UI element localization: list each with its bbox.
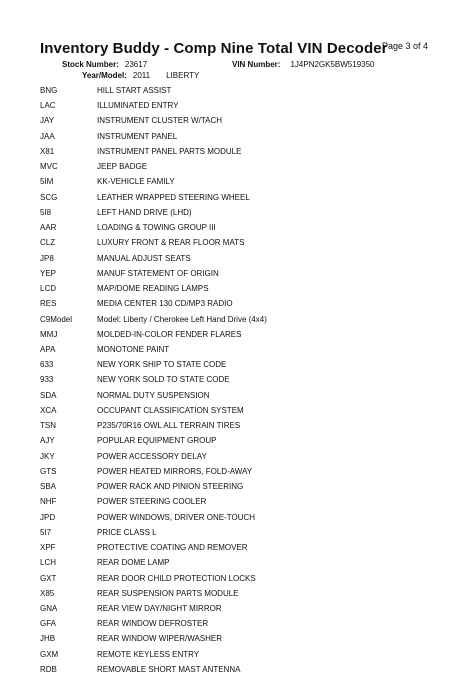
- option-row: [40, 388, 440, 403]
- option-row: [40, 266, 440, 281]
- option-description: REAR WINDOW DEFROSTER: [97, 619, 209, 629]
- option-code: JAA: [40, 131, 55, 141]
- option-description: POWER ACCESSORY DELAY: [97, 451, 207, 461]
- vin-number-value: 1J4PN2GK5BW519350: [290, 60, 375, 69]
- option-row: [40, 647, 440, 662]
- option-row: [40, 327, 440, 342]
- option-code: 5I8: [40, 207, 52, 217]
- option-description: REMOTE KEYLESS ENTRY: [97, 649, 200, 659]
- option-description: Model: Liberty / Cherokee Left Hand Drive (4x4): [97, 314, 267, 324]
- option-description: REAR DOOR CHILD PROTECTION LOCKS: [97, 573, 256, 583]
- option-description: OCCUPANT CLASSIFICATION SYSTEM: [97, 405, 244, 415]
- page-number: Page 3 of 4: [382, 41, 429, 51]
- option-row: [40, 449, 440, 464]
- option-code: X81: [40, 146, 55, 156]
- option-description: LEFT HAND DRIVE (LHD): [97, 207, 192, 217]
- option-row: [40, 190, 440, 205]
- option-code: SCG: [40, 192, 58, 202]
- option-description: MANUF STATEMENT OF ORIGIN: [97, 268, 219, 278]
- option-description: ILLUMINATED ENTRY: [97, 101, 179, 111]
- stock-number-value: 23617: [124, 60, 148, 69]
- option-description: MAP/DOME READING LAMPS: [97, 284, 209, 294]
- option-code: SBA: [40, 482, 57, 492]
- option-description: INSTRUMENT PANEL: [97, 131, 178, 141]
- option-code: APA: [40, 344, 56, 354]
- option-code: LCH: [40, 558, 57, 568]
- option-code: XCA: [40, 405, 57, 415]
- option-code: X85: [40, 588, 55, 598]
- option-description: REAR VIEW DAY/NIGHT MIRROR: [97, 603, 222, 613]
- option-description: LEATHER WRAPPED STEERING WHEEL: [97, 192, 250, 202]
- year-model: [82, 71, 199, 80]
- option-code: JKY: [40, 451, 55, 461]
- option-description: INSTRUMENT PANEL PARTS MODULE: [97, 146, 242, 156]
- option-code: NHF: [40, 497, 57, 507]
- option-code: RDB: [40, 664, 57, 674]
- option-row: [40, 174, 440, 189]
- option-code: C9Model: [40, 314, 73, 324]
- option-code: GNA: [40, 603, 58, 613]
- option-description: P235/70R16 OWL ALL TERRAIN TIRES: [97, 421, 241, 431]
- option-row: [40, 433, 440, 448]
- option-row: [40, 494, 440, 509]
- option-code: JP8: [40, 253, 54, 263]
- option-row: [40, 586, 440, 601]
- option-description: INSTRUMENT CLUSTER W/TACH: [97, 116, 223, 126]
- option-description: MONOTONE PAINT: [97, 344, 170, 354]
- option-description: MOLDED-IN-COLOR FENDER FLARES: [97, 329, 242, 339]
- option-code: LCD: [40, 284, 57, 294]
- option-code: JAY: [40, 116, 55, 126]
- option-row: [40, 525, 440, 540]
- option-description: NEW YORK SHIP TO STATE CODE: [97, 360, 227, 370]
- option-description: LUXURY FRONT & REAR FLOOR MATS: [97, 238, 245, 248]
- option-description: LOADING & TOWING GROUP III: [97, 223, 216, 233]
- option-description: NEW YORK SOLD TO STATE CODE: [97, 375, 230, 385]
- option-row: [40, 372, 440, 387]
- option-description: REAR SUSPENSION PARTS MODULE: [97, 588, 239, 598]
- option-row: [40, 403, 440, 418]
- option-code: RES: [40, 299, 57, 309]
- year-value: 2011: [132, 71, 151, 80]
- option-description: MANUAL ADJUST SEATS: [97, 253, 191, 263]
- option-code: MVC: [40, 162, 58, 172]
- option-description: REMOVABLE SHORT MAST ANTENNA: [97, 664, 241, 674]
- option-row: [40, 601, 440, 616]
- option-description: HILL START ASSIST: [97, 86, 172, 95]
- option-code: 633: [40, 360, 54, 370]
- option-description: POWER RACK AND PINION STEERING: [97, 482, 244, 492]
- option-row: [40, 540, 440, 555]
- option-row: [40, 159, 440, 174]
- option-code: AJY: [40, 436, 55, 446]
- option-description: KK-VEHICLE FAMILY: [97, 177, 175, 187]
- option-description: REAR WINDOW WIPER/WASHER: [97, 634, 223, 644]
- option-row: [40, 235, 440, 250]
- option-description: PRICE CLASS L: [97, 527, 157, 537]
- option-row: [40, 205, 440, 220]
- option-row: [40, 312, 440, 327]
- option-code: AAR: [40, 223, 57, 233]
- option-row: [40, 342, 440, 357]
- option-row: [40, 296, 440, 311]
- option-description: NORMAL DUTY SUSPENSION: [97, 390, 210, 400]
- vin-number: [232, 60, 375, 69]
- option-code: SDA: [40, 390, 57, 400]
- option-row: [40, 144, 440, 159]
- option-row: [40, 662, 440, 677]
- option-row: [40, 129, 440, 144]
- option-row: [40, 98, 440, 113]
- option-description: POWER STEERING COOLER: [97, 497, 207, 507]
- option-row: [40, 479, 440, 494]
- option-code: 933: [40, 375, 54, 385]
- option-code: XPF: [40, 543, 56, 553]
- option-row: [40, 418, 440, 433]
- option-code: LAC: [40, 101, 56, 111]
- stock-number-label: Stock Number:: [62, 60, 119, 69]
- option-row: [40, 464, 440, 479]
- option-code: 5I7: [40, 527, 52, 537]
- option-description: JEEP BADGE: [97, 162, 148, 172]
- stock-number: [62, 60, 147, 69]
- option-code: GTS: [40, 466, 57, 476]
- option-code: CLZ: [40, 238, 56, 248]
- option-row: [40, 220, 440, 235]
- option-code: YEP: [40, 268, 57, 278]
- option-row: [40, 251, 440, 266]
- option-description: POWER WINDOWS, DRIVER ONE-TOUCH: [97, 512, 256, 522]
- option-description: REAR DOME LAMP: [97, 558, 170, 568]
- option-row: [40, 113, 440, 128]
- vin-number-label: VIN Number:: [232, 60, 281, 69]
- option-code-list: [40, 83, 440, 677]
- option-row: [40, 281, 440, 296]
- option-row: [40, 555, 440, 570]
- option-code: GXT: [40, 573, 57, 583]
- option-row: [40, 616, 440, 631]
- option-description: MEDIA CENTER 130 CD/MP3 RADIO: [97, 299, 233, 309]
- year-model-label: Year/Model:: [82, 71, 127, 80]
- option-code: GXM: [40, 649, 59, 659]
- option-code: TSN: [40, 421, 56, 431]
- option-row: [40, 83, 440, 98]
- option-description: PROTECTIVE COATING AND REMOVER: [97, 543, 248, 553]
- option-row: [40, 357, 440, 372]
- option-description: POWER HEATED MIRRORS, FOLD-AWAY: [97, 466, 253, 476]
- option-code: JHB: [40, 634, 56, 644]
- model-value: LIBERTY: [166, 71, 200, 80]
- option-code: JPD: [40, 512, 56, 522]
- option-code: GFA: [40, 619, 57, 629]
- option-row: [40, 631, 440, 646]
- document-title: Inventory Buddy - Comp Nine Total VIN Decoder: [40, 40, 388, 57]
- option-row: [40, 571, 440, 586]
- option-code: MMJ: [40, 329, 58, 339]
- option-row: [40, 510, 440, 525]
- option-code: 5IM: [40, 177, 54, 187]
- option-description: POPULAR EQUIPMENT GROUP: [97, 436, 217, 446]
- option-code: BNG: [40, 86, 58, 95]
